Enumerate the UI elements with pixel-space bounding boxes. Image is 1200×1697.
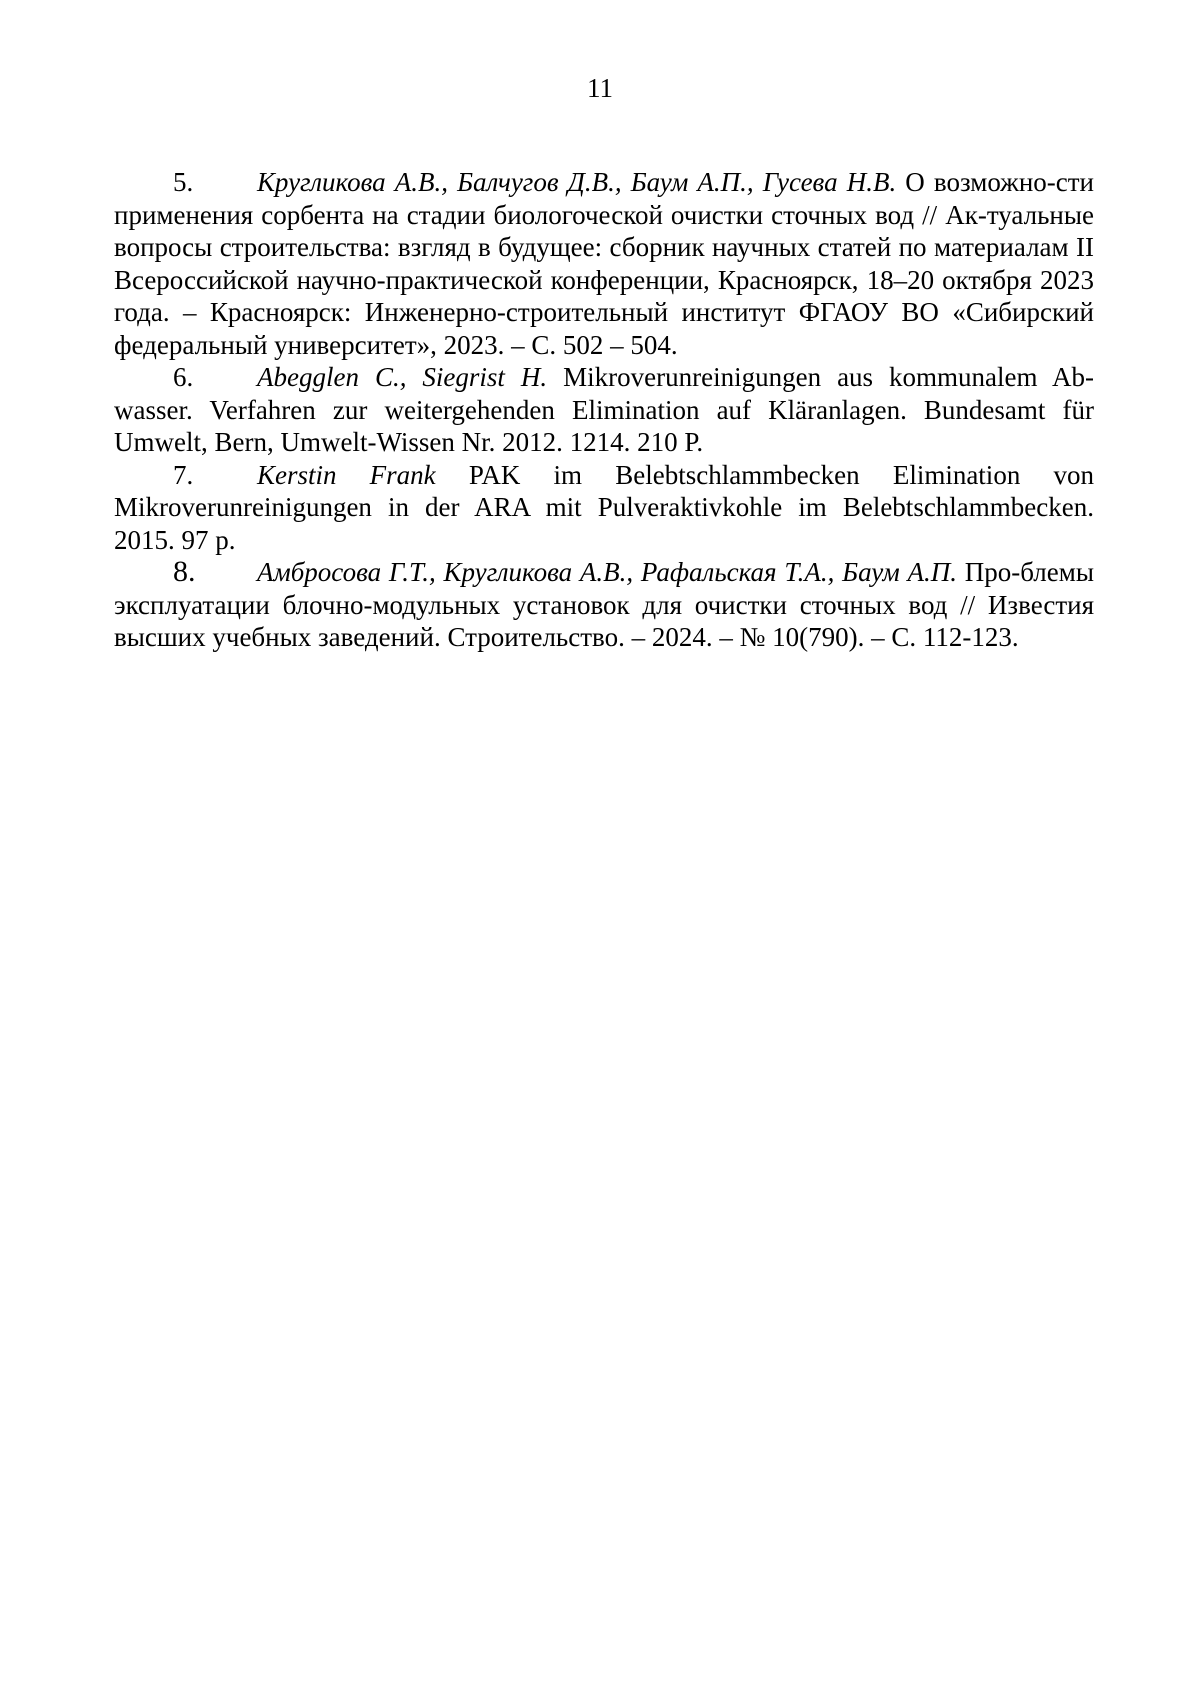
- page-number: 11: [587, 73, 613, 103]
- reference-number: 8.: [173, 555, 196, 588]
- reference-authors: Кругликова А.В., Балчугов Д.В., Баум А.П., Гусева Н.В.: [257, 167, 897, 197]
- reference-number: 6.: [173, 362, 194, 392]
- reference-text: PAK im Belebtschlammbecken Elimination von Mikroverunreinigungen in der ARA mit Pulveraktivkohle im Belebtschlammbecken. 2015. 97 p.: [114, 459, 1094, 555]
- reference-item-7: [114, 459, 1094, 557]
- reference-item-5: [114, 166, 1094, 361]
- reference-text: О возможно-сти применения сорбента на стадии биологоческой очистки сточных вод // Ак-туальные вопросы строительства: взгляд в будущее: сборник научных статей по материалам II Всероссийской научно-практической конференции, Красноярск, 18–20 октября 2023 года. – Красноярск: Инженерно-строительный институт ФГАОУ ВО «Сибирский федеральный университет», 2023. – С. 502 – 504.: [114, 167, 1095, 360]
- reference-authors: Abegglen C., Siegrist H.: [257, 362, 548, 392]
- reference-authors: Амбросова Г.Т., Кругликова А.В., Рафальская Т.А., Баум А.П.: [257, 557, 957, 587]
- reference-item-8: [114, 556, 1094, 654]
- reference-text: Mikroverunreinigungen aus kommunalem Ab-wasser. Verfahren zur weitergehenden Elimination auf Kläranlagen. Bundesamt für Umwelt, Bern, Umwelt-Wissen Nr. 2012. 1214. 210 P.: [114, 362, 1094, 457]
- reference-item-6: [114, 361, 1094, 459]
- reference-number: 7.: [173, 459, 194, 490]
- reference-list: [114, 166, 1094, 654]
- reference-text: Про-блемы эксплуатации блочно-модульных установок для очистки сточных вод // Известия высших учебных заведений. Строительство. – 2024. – № 10(790). – С. 112-123.: [114, 557, 1094, 652]
- reference-authors: Kerstin Frank: [257, 459, 436, 490]
- reference-number: 5.: [173, 167, 194, 197]
